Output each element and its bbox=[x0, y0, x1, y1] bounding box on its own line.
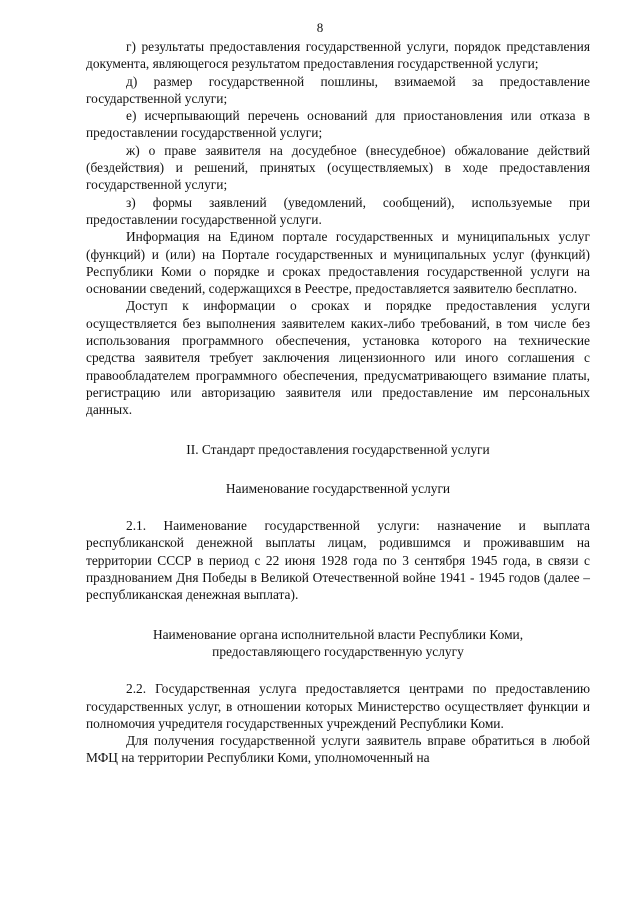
document-body bbox=[86, 38, 590, 767]
section-heading: II. Стандарт предоставления государственной услуги bbox=[186, 441, 490, 457]
subheading-service-name: Наименование государственной услуги bbox=[225, 480, 451, 496]
paragraph-2-2: 2.2. Государственная услуга предоставляется центрами по предоставлению государственных услуг, в отношении которых Министерство осуществляет функции и полномочия учредителя государственных учреждений Республики Коми. bbox=[86, 681, 590, 731]
list-item-zh: ж) о праве заявителя на досудебное (внесудебное) обжалование действий (бездействия) и решений, принятых (осуществляемых) в ходе предоставления государственной услуги; bbox=[86, 142, 590, 193]
subheading-authority-line2: предоставляющего государственную услугу bbox=[212, 643, 464, 659]
portal-info-paragraph: Информация на Едином портале государственных и муниципальных услуг (функций) и (или) на Портале государственных и муниципальных услуг (функций) Республики Коми о порядке и сроках предоставления государственной услуги на основании сведений, содержащихся в Реестре, предоставляется заявителю бесплатно. bbox=[86, 229, 590, 297]
list-item-d: д) размер государственной пошлины, взимаемой за предоставление государственной услуги; bbox=[86, 73, 590, 106]
paragraph-2-1: 2.1. Наименование государственной услуги: назначение и выплата республиканской денежной выплаты лицам, родившимся и проживавшим на территории СССР в период с 22 июня 1928 года по 3 сентября 1945 года, в связи с празднованием Дня Победы в Великой Отечественной войне 1941 - 1945 годов (далее – республиканская денежная выплата). bbox=[86, 518, 590, 603]
page-number: 8 bbox=[316, 20, 324, 35]
subheading-authority bbox=[86, 626, 590, 661]
access-info-paragraph: Доступ к информации о сроках и порядке предоставления услуги осуществляется без выполнения заявителем каких-либо требований, в том числе без использования программного обеспечения, установка которого на технические средства заявителя требует заключения лицензионного или иного соглашения с правообладателем программного обеспечения, предусматривающего взимание платы, регистрацию или авторизацию заявителя или предоставление им персональных данных. bbox=[86, 298, 590, 418]
list-item-z: з) формы заявлений (уведомлений, сообщений), используемые при предоставлении государственной услуги. bbox=[86, 194, 590, 227]
subheading-authority-line1: Наименование органа исполнительной власти Республики Коми, bbox=[152, 626, 524, 642]
list-item-e: е) исчерпывающий перечень оснований для приостановления или отказа в предоставлении государственной услуги; bbox=[86, 108, 590, 141]
paragraph-mfc: Для получения государственной услуги заявитель вправе обратиться в любой МФЦ на территории Республики Коми, уполномоченный на bbox=[86, 733, 590, 766]
list-item-g: г) результаты предоставления государственной услуги, порядок представления документа, являющегося результатом предоставления государственной услуги; bbox=[86, 39, 590, 72]
